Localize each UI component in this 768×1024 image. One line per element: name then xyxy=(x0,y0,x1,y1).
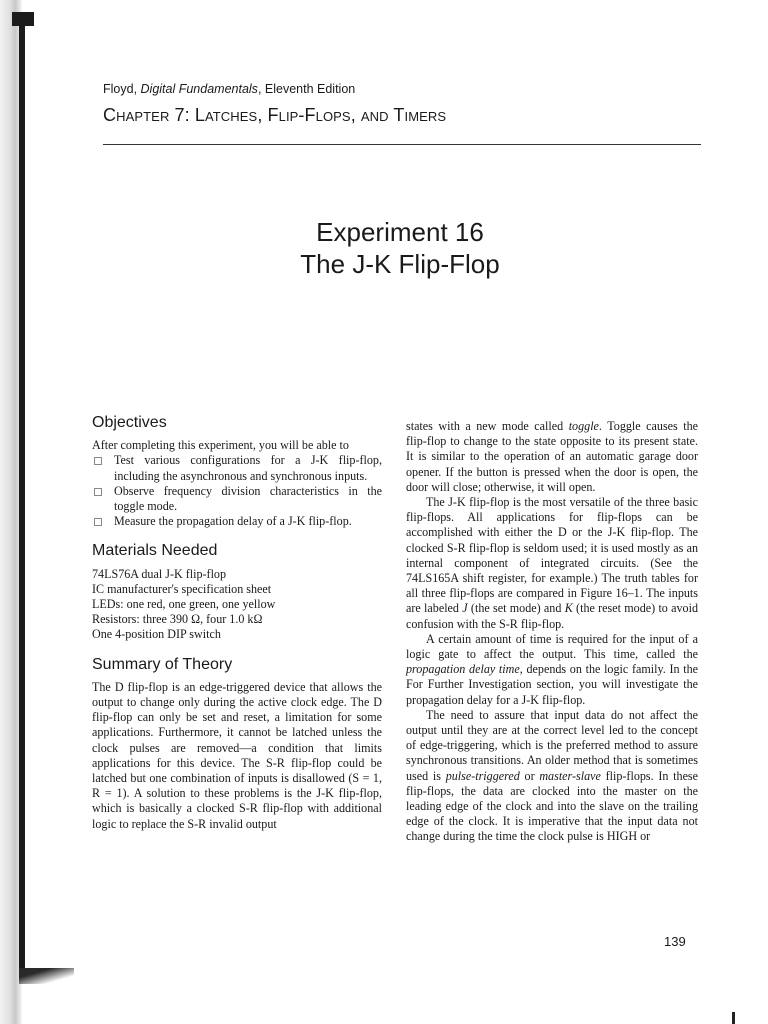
theory-paragraph-edge: The need to assure that input data do not affect the output until they are at the correct level led to the concept of edge-triggering, which is the preferred method to assure synchronous transitions. An older method that is sometimes used is pulse-triggered or master-slave flip-flops. In these flip-flops, the data are clocked into the master on the leading edge of the clock and into the slave on the trailing edge of the clock. It is imperative that the input data not change during the time the clock pulse is HIGH or xyxy=(406,707,699,844)
theory-paragraph-propagation: A certain amount of time is required for the input of a logic gate to affect the output. This time, called the propagation delay time, depends on the logic family. In the For Further Investigation section, you will investigate the propagation delay for a J-K flip-flop. xyxy=(406,631,698,707)
materials-list xyxy=(92,567,382,643)
objectives-heading: Objectives xyxy=(92,414,167,431)
experiment-name: The J-K Flip-Flop xyxy=(300,249,500,279)
theory-paragraph-jk: The J-K flip-flop is the most versatile of the three basic flip-flops. All applications for flip-flops can be accomplished with either the D or the J-K flip-flop. The clocked S-R flip-flop is seldom used; it is used mostly as an internal component of integrated circuits. (See the 74LS165A shift register, for example.) The truth tables for all three flip-flops are compared in Figure 16–1. The inputs are labeled J (the set mode) and K (the reset mode) to avoid confusion with the S-R flip-flop. xyxy=(406,495,699,631)
objective-item: Measure the propagation delay of a J-K flip-flop. xyxy=(92,514,382,529)
page-number: 139 xyxy=(664,934,686,949)
objectives-intro: After completing this experiment, you will be able to xyxy=(92,438,349,453)
checkbox-bullet-icon xyxy=(94,457,102,465)
header-author: Floyd, xyxy=(103,82,141,96)
experiment-number: Experiment 16 xyxy=(316,217,484,247)
material-item: 74LS76A dual J-K flip-flop xyxy=(92,566,227,581)
material-item: LEDs: one red, one green, one yellow xyxy=(92,597,276,612)
right-column xyxy=(406,419,698,845)
materials-heading: Materials Needed xyxy=(92,542,218,560)
chapter-heading: Chapter 7: Latches, Flip-Flops, and Timers xyxy=(103,105,447,125)
running-header xyxy=(103,82,355,96)
checkbox-bullet-icon xyxy=(94,518,102,526)
theory-paragraph: The D flip-flop is an edge-triggered device that allows the output to change only during the active clock edge. The D flip-flop can only be set and reset, a limitation for some applications. Furthermore, it cannot be latched unless the clock pulses are removed—a condition that limits applications for this device. The S-R flip-flop could be latched but one combination of inputs is disallowed (S = 1, R = 1). A solution to these problems is the J-K flip-flop, which is basically a clocked S-R flip-flop with additional logic to replace the S-R invalid output xyxy=(92,679,382,831)
material-item: One 4-position DIP switch xyxy=(92,627,221,642)
scan-edge-mark xyxy=(732,1012,735,1024)
checkbox-bullet-icon xyxy=(94,488,102,496)
spine-binding-line xyxy=(19,15,25,975)
header-edition: , Eleventh Edition xyxy=(257,82,356,96)
theory-heading: Summary of Theory xyxy=(92,655,233,673)
spine-foot-shadow xyxy=(19,968,74,984)
objective-item: Test various configurations for a J-K flip-flop, including the asynchronous and synchronous inputs. xyxy=(92,453,382,483)
objective-item: Observe frequency division characteristics in the toggle mode. xyxy=(92,484,382,514)
material-item: IC manufacturer's specification sheet xyxy=(92,581,272,596)
objectives-list xyxy=(92,453,382,529)
material-item: Resistors: three 390 Ω, four 1.0 kΩ xyxy=(92,612,263,627)
theory-paragraph-toggle: states with a new mode called toggle. Toggle causes the flip-flop to change to the state opposite to its present state. It is similar to the operation of an automatic garage door opener. If the button is pressed when the door is open, the door will close; otherwise, it will open. xyxy=(406,419,699,494)
left-column xyxy=(92,415,382,832)
experiment-title xyxy=(180,216,620,280)
header-book-title: Digital Fundamentals xyxy=(140,82,258,96)
header-rule xyxy=(103,144,701,145)
